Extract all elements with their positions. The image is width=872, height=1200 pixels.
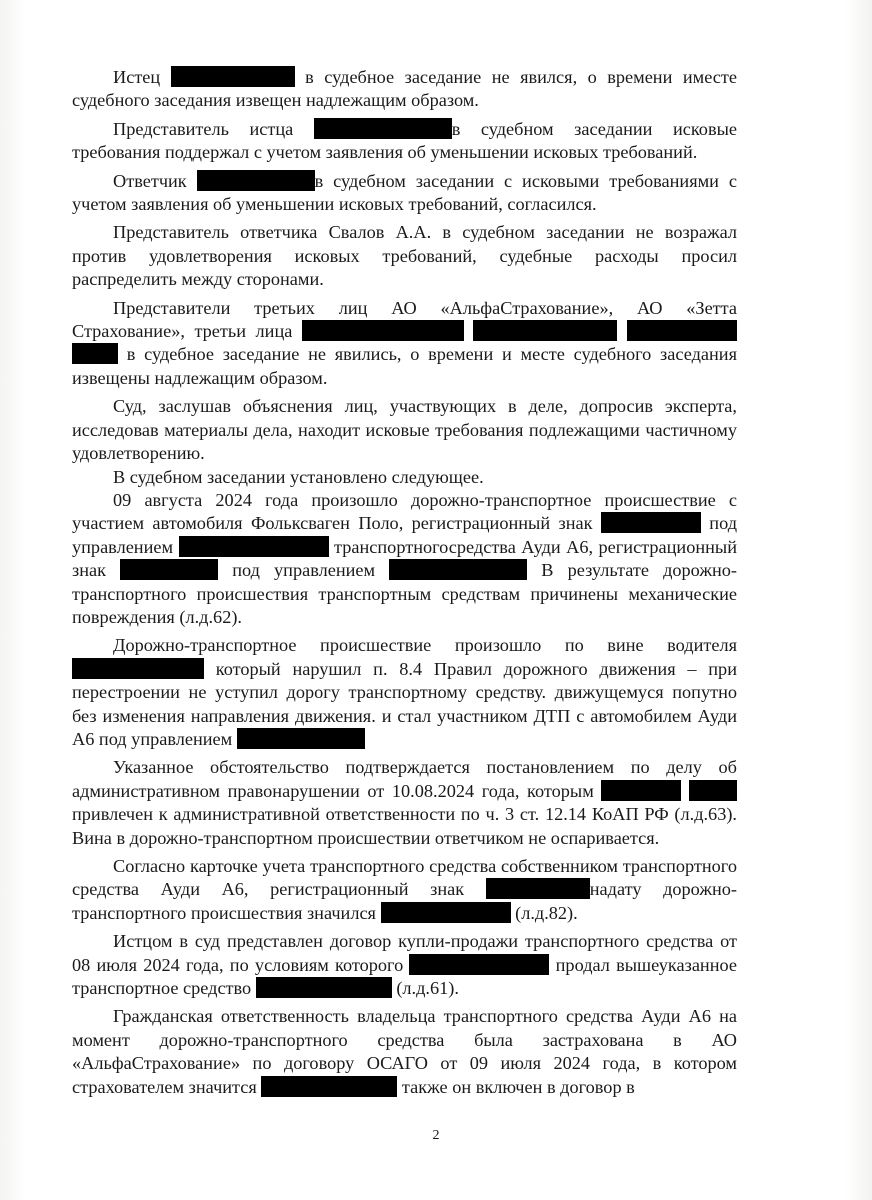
- redaction-box: [473, 320, 617, 341]
- redaction-box: [302, 320, 464, 341]
- paragraph: [72, 466, 737, 489]
- paragraph-text: в судебном заседании с исковыми требованиями с учетом заявления об уменьшении исковых требований, согласился.: [72, 170, 737, 215]
- paragraph-text: Представитель истца: [113, 118, 314, 139]
- paragraph-text: надату дорожно-транспортного происшествия значился: [72, 879, 738, 923]
- redaction-box: [197, 170, 315, 191]
- redaction-box: [627, 320, 737, 341]
- paragraph-text: Ответчик: [113, 170, 197, 191]
- paragraph-text: в судебное заседание не явился, о времени иместе судебного заседания извещен надлежащим образом.: [72, 67, 737, 111]
- paragraph: [72, 118, 737, 165]
- paragraph-text: привлечен к административной ответственности по ч. 3 ст. 12.14 КоАП РФ (л.д.63). Вина в дорожно-транспортном происшествии ответчиком не оспаривается.: [72, 804, 737, 848]
- redaction-box: [171, 66, 295, 87]
- paragraph-text: 09 августа 2024 года произошло дорожно-транспортное происшествие с участием автомобиля Фольксваген Поло, регистрационный знак: [72, 489, 737, 534]
- paragraph-text: Представитель ответчика Свалов А.А. в судебном заседании не возражал против удовлетворения исковых требований, судебные расходы просил распределить между сторонами.: [72, 222, 737, 290]
- paragraph-text: под управлением: [218, 560, 390, 581]
- paragraph: [72, 855, 737, 925]
- paragraph-text: Указанное обстоятельство подтверждается постановлением по делу об административном правонарушении от 10.08.2024 года, которым: [72, 757, 737, 801]
- paragraph: [72, 1005, 737, 1099]
- redaction-box: [409, 954, 549, 975]
- redaction-box: [314, 118, 452, 139]
- redaction-box: [72, 343, 118, 364]
- paragraph-text: в судебном заседании исковые требования поддержал с учетом заявления об уменьшении исковых требований.: [72, 118, 737, 163]
- paragraph: [72, 489, 737, 629]
- paragraph: [72, 395, 737, 465]
- paragraph-text: Согласно карточке учета транспортного средства собственником транспортного средства Ауди А6, регистрационный знак: [72, 856, 737, 900]
- redaction-box: [689, 780, 737, 801]
- paragraph-text: Суд, заслушав объяснения лиц, участвующих в деле, допросив эксперта, исследовав материалы дела, находит исковые требования подлежащими частичному удовлетворению.: [72, 396, 737, 464]
- redaction-box: [381, 902, 511, 923]
- paragraph: [72, 756, 737, 850]
- paragraph-text: в судебное заседание не явились, о времени и месте судебного заседания извещены надлежащим образом.: [72, 344, 737, 388]
- paragraph: [72, 66, 737, 113]
- paragraph: [72, 221, 737, 291]
- paragraph: [72, 170, 737, 217]
- paragraph-text: продал вышеуказанное транспортное средство: [72, 954, 737, 999]
- paragraph-text: также он включен в договор в: [397, 1076, 635, 1097]
- document-body: [72, 66, 737, 1099]
- redaction-box: [237, 728, 365, 749]
- redaction-box: [486, 878, 590, 899]
- paragraph-text: Истец: [113, 67, 171, 87]
- page-number: 2: [432, 1128, 440, 1143]
- paragraph-text: [681, 781, 689, 801]
- redaction-box: [389, 559, 527, 580]
- paragraph-text: В судебном заседании установлено следующее.: [113, 466, 484, 487]
- redaction-box: [72, 658, 204, 679]
- paragraph-text: Представители третьих лиц АО «АльфаСтрахование», АО «Зетта Страхование», третьи лица: [72, 297, 737, 342]
- paragraph-text: Гражданская ответственность владельца транспортного средства Ауди А6 на момент дорожно-транспортного средства была застрахована в АО «АльфаСтрахование» по договору ОСАГО от 09 июля 2024 года, в котором страхователем значится: [72, 1006, 737, 1097]
- paragraph-text: который нарушил п. 8.4 Правил дорожного движения – при перестроении не уступил дорогу транспортному средству. движущемуся попутно без изменения направления движения. и стал участником ДТП с автомобилем Ауди А6 под управлением: [72, 658, 737, 749]
- redaction-box: [179, 536, 329, 557]
- redaction-box: [261, 1076, 397, 1097]
- redaction-box: [601, 512, 701, 533]
- paragraph: [72, 930, 737, 1000]
- redaction-box: [120, 559, 218, 580]
- redaction-box: [256, 977, 392, 998]
- paragraph-text: В результате дорожно-транспортного происшествия транспортным средствам причинены механические повреждения (л.д.62).: [72, 560, 738, 627]
- paragraph-text: (л.д.82).: [510, 902, 578, 923]
- paragraph: [72, 634, 737, 751]
- paragraph-text: (л.д.61).: [391, 978, 459, 999]
- paragraph-text: [617, 321, 627, 341]
- redaction-box: [601, 780, 681, 801]
- paragraph-text: под управлением: [72, 513, 737, 557]
- paragraph: [72, 297, 737, 391]
- paragraph-text: транспортногосредства Ауди А6, регистрационный знак: [72, 536, 737, 581]
- paragraph-text: Истцом в суд представлен договор купли-продажи транспортного средства от 08 июля 2024 года, по условиям которого: [72, 931, 737, 975]
- paragraph-text: Дорожно-транспортное происшествие произошло по вине водителя: [113, 635, 737, 656]
- paragraph-text: [464, 321, 474, 341]
